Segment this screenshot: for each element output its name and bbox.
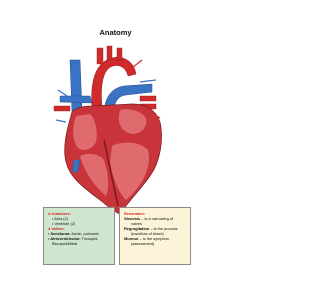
murmur-cont: (assessment): [131, 241, 155, 246]
chambers-item-atria: • Atria (2): [52, 216, 69, 221]
aortic-branch: [107, 46, 112, 60]
blood-flow-arrow: [132, 60, 142, 68]
remember-header: Remember:: [124, 211, 146, 216]
regurgitation-line: Regurgitation – is the process: [124, 226, 178, 231]
stenosis-cont: valves: [131, 221, 143, 226]
chambers-item-ventricle: • Ventricle (2): [52, 221, 76, 226]
pulmonary-vein: [140, 96, 156, 101]
blood-flow-arrow: [140, 80, 156, 82]
pulmonary-artery-left: [60, 96, 92, 103]
valves-header: 4 Valves:: [48, 226, 65, 231]
stenosis-line: Stenosis – is a narrowing of: [124, 216, 174, 221]
valves-item-semilunar: • Semilunar: Aortic, pulmonic: [48, 231, 100, 236]
blood-flow-arrow: [56, 120, 66, 122]
chambers-header: 4 chambers:: [48, 211, 71, 216]
valves-item-atrioventricular-cont: Bicuspid/Mitral: [52, 241, 78, 246]
regurgitation-cont: (backflow of blood): [131, 231, 164, 236]
remember-box: [119, 207, 191, 265]
chambers-valves-box: [43, 207, 115, 265]
valves-item-atrioventricular: • Atrioventricular: Tricuspid,: [48, 236, 99, 241]
aortic-branch: [117, 48, 122, 60]
aortic-branch: [97, 48, 103, 64]
pulmonary-vein: [54, 106, 70, 111]
right-atrium: [73, 114, 97, 150]
murmur-line: Murmur – is the symptom: [124, 236, 169, 241]
page-title: Anatomy: [99, 28, 132, 37]
superior-vena-cava: [70, 60, 82, 112]
